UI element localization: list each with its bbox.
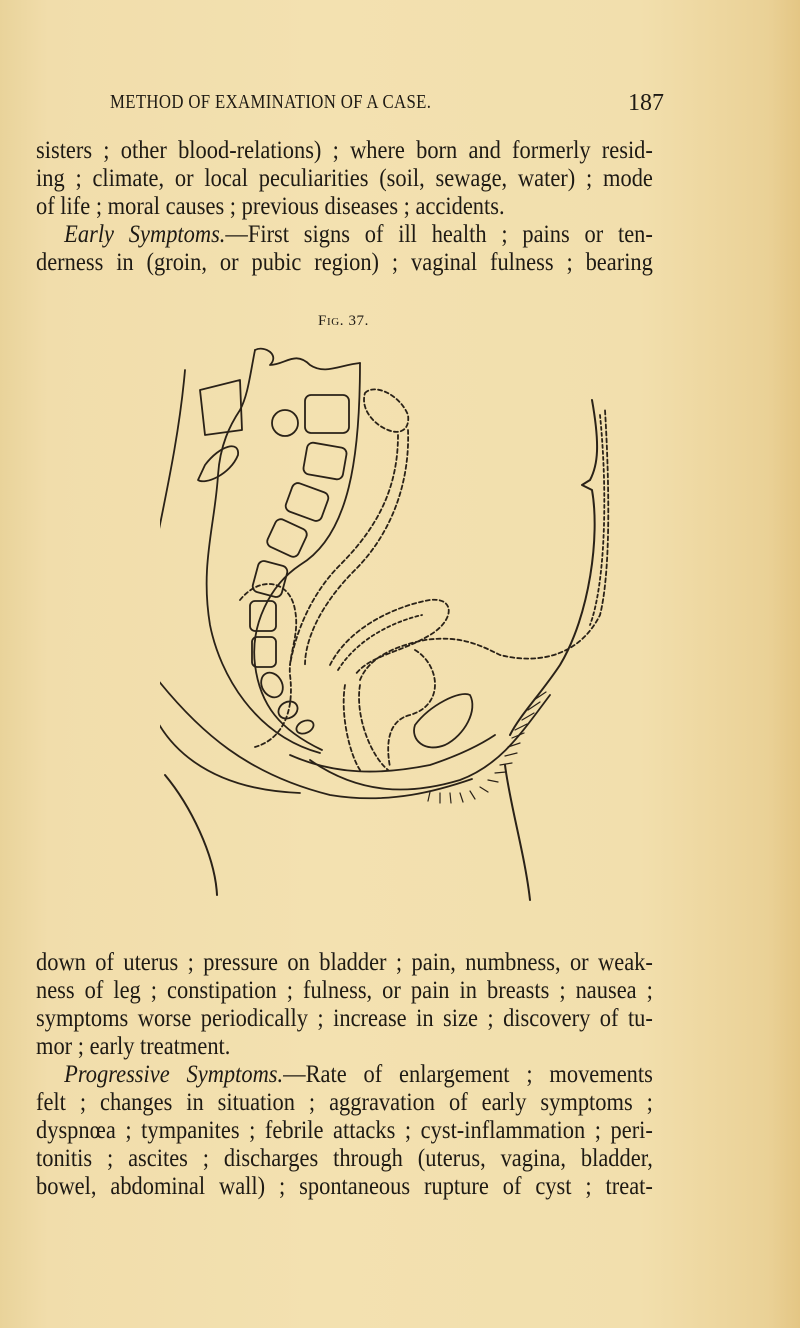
progressive-symptoms-text: —Rate of enlargement ; movements — [283, 1059, 653, 1088]
text-line: symptoms worse periodically ; increase in size ; discovery of tu- — [36, 1003, 653, 1032]
figure-caption: Fig. 37. — [318, 313, 369, 329]
text-line: felt ; changes in situation ; aggravation of early symptoms ; — [36, 1087, 653, 1116]
early-symptoms-text: —First signs of ill health ; pains or ten- — [225, 219, 653, 248]
text-line: ing ; climate, or local peculiarities (soil, sewage, water) ; mode — [36, 163, 653, 192]
paragraph-early-symptoms-cont — [36, 948, 653, 1060]
running-title: METHOD OF EXAMINATION OF A CASE. — [110, 92, 432, 113]
text-line: mor ; early treatment. — [36, 1031, 231, 1060]
text-line: derness in (groin, or pubic region) ; vaginal fulness ; bearing — [36, 247, 653, 276]
text-line: bowel, abdominal wall) ; spontaneous rupture of cyst ; treat- — [36, 1171, 653, 1200]
text-line: of life ; moral causes ; previous diseases ; accidents. — [36, 191, 505, 220]
text-line — [36, 1060, 653, 1088]
text-line — [36, 220, 653, 248]
paragraph-progressive-symptoms — [36, 1060, 653, 1200]
progressive-symptoms-heading: Progressive Symptoms. — [64, 1059, 284, 1088]
text-line: tonitis ; ascites ; discharges through (uterus, vagina, bladder, — [36, 1143, 653, 1172]
paragraph-early-symptoms — [36, 220, 653, 276]
early-symptoms-heading: Early Symptoms. — [64, 219, 226, 248]
paragraph-history — [36, 136, 653, 220]
text-line: dyspnœa ; tympanites ; febrile attacks ; cyst-inflammation ; peri- — [36, 1115, 653, 1144]
text-line: ness of leg ; constipation ; fulness, or pain in breasts ; nausea ; — [36, 975, 653, 1004]
text-line: sisters ; other blood-relations) ; where born and formerly resid- — [36, 135, 653, 164]
pelvis-section-figure — [160, 335, 620, 915]
text-line: down of uterus ; pressure on bladder ; pain, numbness, or weak- — [36, 947, 653, 976]
page-number: 187 — [628, 90, 664, 116]
running-head — [0, 92, 800, 122]
